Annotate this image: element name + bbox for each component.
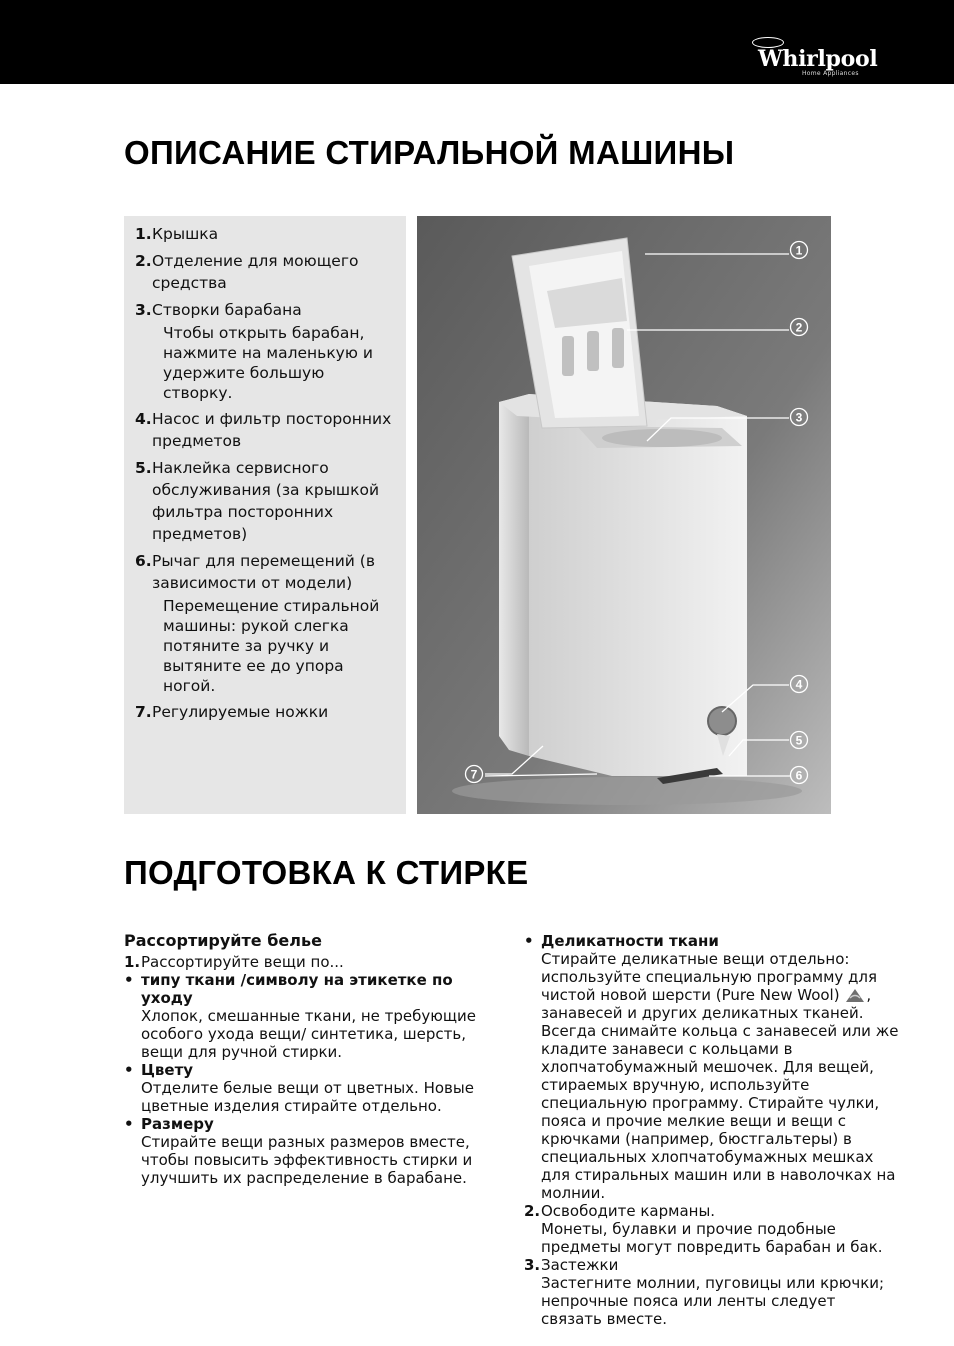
bullet-item xyxy=(124,971,504,1007)
logo-tagline: Home Appliances xyxy=(802,70,859,77)
callout-3-label: 3 xyxy=(795,410,803,425)
bullet-icon: • xyxy=(124,971,134,989)
step-3 xyxy=(524,1256,899,1274)
wool-care-icon xyxy=(844,987,866,1003)
callout-4-label: 4 xyxy=(795,677,803,692)
bullet-item xyxy=(524,932,899,950)
callout-6-label: 6 xyxy=(795,768,803,783)
bullet-item xyxy=(124,1115,504,1133)
bullet-icon: • xyxy=(124,1061,134,1079)
list-item xyxy=(135,299,397,321)
step-1 xyxy=(124,953,504,971)
delicate-text-a: Стирайте деликатные вещи отдельно: используйте специальную программу для чистой новой шерсти (Pure New Wool) xyxy=(541,950,878,1004)
item-number: 3. xyxy=(135,301,152,319)
item-text: Рычаг для перемещений (в зависимости от модели) xyxy=(152,552,375,592)
callout-2-label: 2 xyxy=(795,320,803,335)
list-item xyxy=(135,550,397,594)
step-text: Рассортируйте вещи по... xyxy=(141,953,344,971)
step-text: Монеты, булавки и прочие подобные предметы могут повредить барабан и бак. xyxy=(541,1220,883,1256)
sort-subheading: Рассортируйте белье xyxy=(124,931,322,950)
bullet-title: Размеру xyxy=(141,1115,214,1133)
item-text: Наклейка сервисного обслуживания (за крышкой фильтра посторонних предметов) xyxy=(152,459,380,543)
bullet-text: Стирайте вещи разных размеров вместе, чтобы повысить эффективность стирки и улучшить их распределение в барабане. xyxy=(141,1133,473,1187)
item-number: 6. xyxy=(135,552,152,570)
delicate-text-b: , занавесей и других деликатных тканей. Всегда снимайте кольца с занавесей или же кладите занавеси с кольцами в хлопчатобумажный мешочек. Для вещей, стираемых вручную, используйте специальную программу. Стирайте чулки, пояса и прочие мелкие вещи и вещи с крючками (например, бюстгальтеры) в специальных хлопчатобумажных мешках для стиральных машин или в наволочках на молнии. xyxy=(541,986,899,1202)
list-item xyxy=(135,408,397,452)
section-title-description: ОПИСАНИЕ СТИРАЛЬНОЙ МАШИНЫ xyxy=(124,134,735,171)
list-item xyxy=(135,701,397,723)
whirlpool-logo xyxy=(750,34,880,80)
step-title: Освободите карманы. xyxy=(541,1202,716,1220)
bullet-title: типу ткани /символу на этикетке по уходу xyxy=(141,971,453,1007)
callout-7-label: 7 xyxy=(470,767,478,782)
item-note: Перемещение стиральной машины: рукой слегка потяните за ручку и вытяните ее до упора ногой. xyxy=(163,597,380,695)
item-note: Чтобы открыть барабан, нажмите на маленькую и удержите большую створку. xyxy=(163,324,373,402)
bullet-text: Отделите белые вещи от цветных. Новые цветные изделия стирайте отдельно. xyxy=(141,1079,474,1115)
logo-wordmark: Whirlpool xyxy=(758,46,878,72)
machine-side xyxy=(499,394,529,756)
item-text: Отделение для моющего средства xyxy=(152,252,359,292)
step-number: 1. xyxy=(124,953,141,971)
item-number: 4. xyxy=(135,410,152,428)
bullet-title: Деликатности ткани xyxy=(541,932,719,950)
list-item xyxy=(135,223,397,245)
callout-5-label: 5 xyxy=(795,733,803,748)
section-title-preparation: ПОДГОТОВКА К СТИРКЕ xyxy=(124,854,529,891)
item-number: 7. xyxy=(135,703,152,721)
item-text: Регулируемые ножки xyxy=(152,703,329,721)
bullet-title: Цвету xyxy=(141,1061,194,1079)
item-number: 2. xyxy=(135,252,152,270)
item-text: Крышка xyxy=(152,225,219,243)
step-2 xyxy=(524,1202,899,1220)
bullet-item xyxy=(124,1061,504,1079)
step-number: 3. xyxy=(524,1256,541,1274)
step-text: Застегните молнии, пуговицы или крючки; непрочные пояса или ленты следует связать вместе. xyxy=(541,1274,885,1328)
bullet-text: Хлопок, смешанные ткани, не требующие особого ухода вещи/ синтетика, шерсть, вещи для ручной стирки. xyxy=(141,1007,477,1061)
washing-machine-photo xyxy=(417,216,831,814)
delicate-text xyxy=(541,950,899,1202)
item-number: 5. xyxy=(135,459,152,477)
parts-list-panel xyxy=(124,216,406,814)
left-column xyxy=(124,932,504,1187)
item-number: 1. xyxy=(135,225,152,243)
callout-1-label: 1 xyxy=(795,243,803,258)
item-text: Насос и фильтр посторонних предметов xyxy=(152,410,392,450)
item-text: Створки барабана xyxy=(152,301,302,319)
bullet-icon: • xyxy=(124,1115,134,1133)
bullet-icon: • xyxy=(524,932,534,950)
header-bar xyxy=(0,0,954,84)
step-number: 2. xyxy=(524,1202,541,1220)
right-column xyxy=(524,932,899,1328)
step-title: Застежки xyxy=(541,1256,619,1274)
list-item xyxy=(135,250,397,294)
list-item xyxy=(135,457,397,545)
